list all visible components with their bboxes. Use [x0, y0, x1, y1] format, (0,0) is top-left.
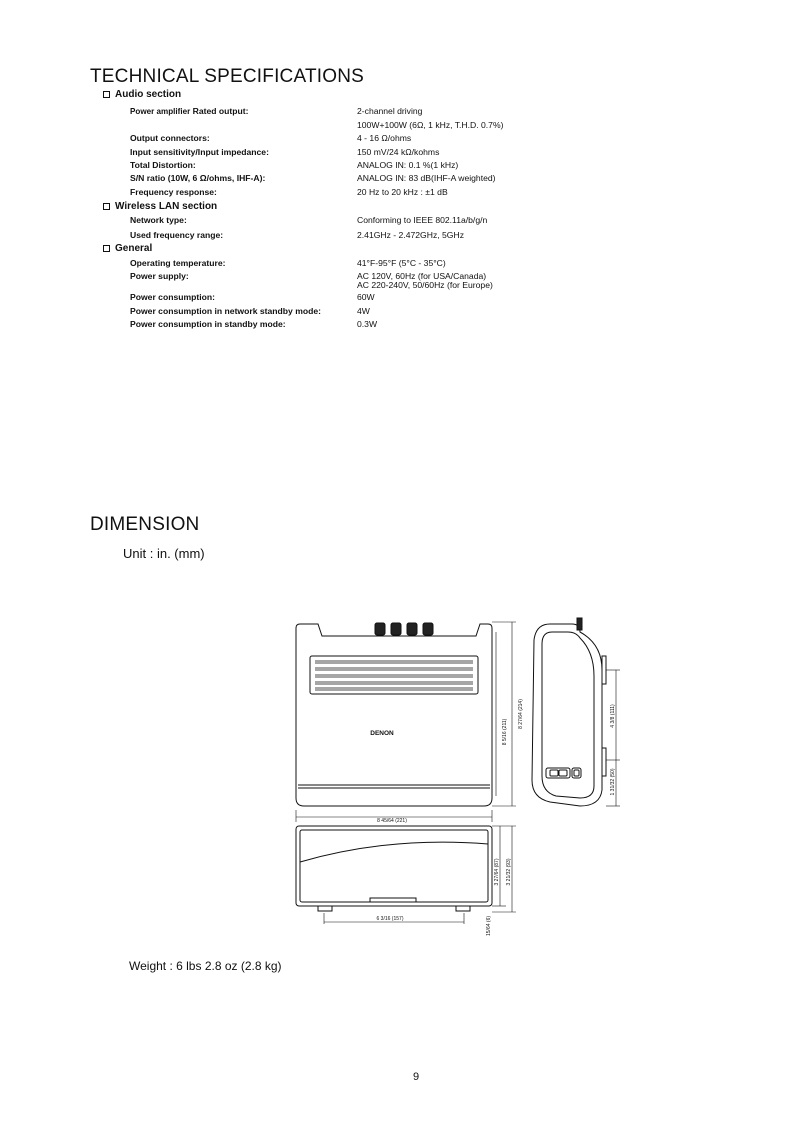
- network-type-value: Conforming to IEEE 802.11a/b/g/n: [357, 215, 488, 225]
- power-amp-sublabel: Power amplifier: [130, 107, 191, 116]
- section-audio-label: Audio section: [115, 89, 182, 100]
- output-connectors-value: 4 - 16 Ω/ohms: [357, 133, 412, 143]
- network-type-label: Network type:: [130, 215, 187, 225]
- used-frequency-label: Used frequency range:: [130, 230, 224, 240]
- rated-output-value-2: 100W+100W (6Ω, 1 kHz, T.H.D. 0.7%): [357, 120, 504, 130]
- output-connectors-label: Output connectors:: [130, 133, 210, 143]
- power-supply-value-1: AC 120V, 60Hz (for USA/Canada): [357, 271, 487, 281]
- operating-temperature-label: Operating temperature:: [130, 258, 226, 268]
- front-view: [296, 622, 516, 822]
- dimension-drawing: [280, 610, 620, 940]
- power-consumption-network-label: Power consumption in network standby mode:: [130, 306, 321, 316]
- frequency-response-label: Frequency response:: [130, 187, 217, 197]
- checkbox-bullet-icon: [103, 245, 110, 252]
- dim-side-height: 4 3/8 (111): [610, 704, 616, 728]
- side-view: [532, 618, 620, 806]
- power-supply-label: Power supply:: [130, 271, 189, 281]
- dim-foot-span: 6 3/16 (157): [376, 916, 404, 922]
- rated-output-value-1: 2-channel driving: [357, 106, 423, 116]
- frequency-response-value: 20 Hz to 20 kHz : ±1 dB: [357, 187, 448, 197]
- used-frequency-value: 2.41GHz - 2.472GHz, 5GHz: [357, 230, 464, 240]
- power-supply-value-2: AC 220-240V, 50/60Hz (for Europe): [357, 280, 493, 290]
- weight-note: Weight : 6 lbs 2.8 oz (2.8 kg): [129, 959, 282, 973]
- section-general-label: General: [115, 243, 153, 254]
- page-number: 9: [413, 1071, 420, 1083]
- power-consumption-label: Power consumption:: [130, 292, 215, 302]
- sn-ratio-label: S/N ratio (10W, 6 Ω/ohms, IHF-A):: [130, 173, 266, 183]
- dim-height-body: 8 5/16 (211): [502, 718, 508, 746]
- power-consumption-standby-label: Power consumption in standby mode:: [130, 319, 286, 329]
- total-distortion-value: ANALOG IN: 0.1 %(1 kHz): [357, 160, 459, 170]
- power-consumption-value: 60W: [357, 292, 375, 302]
- sn-ratio-value: ANALOG IN: 83 dB(IHF-A weighted): [357, 173, 496, 183]
- rated-output-label: Rated output:: [192, 106, 249, 116]
- dim-side-lower: 1 31/32 (50): [610, 768, 616, 796]
- section-wlan: [103, 201, 217, 212]
- section-general: [103, 243, 152, 254]
- dim-width: 8 45/64 (221): [377, 818, 407, 824]
- dim-height-total: 8 27/64 (214): [518, 699, 524, 729]
- unit-note: Unit : in. (mm): [123, 546, 205, 561]
- denon-logo: DENON: [370, 730, 394, 737]
- input-sensitivity-label: Input sensitivity/Input impedance:: [130, 147, 269, 157]
- dim-foot-height: 15/64 (6): [486, 915, 492, 937]
- bottom-view: [296, 826, 516, 924]
- section-wlan-label: Wireless LAN section: [115, 201, 218, 212]
- input-sensitivity-value: 150 mV/24 kΩ/kohms: [357, 147, 440, 157]
- total-distortion-label: Total Distortion:: [130, 160, 196, 170]
- dimension-title: DIMENSION: [90, 514, 200, 535]
- spec-title: TECHNICAL SPECIFICATIONS: [90, 66, 365, 87]
- power-amp-label: [130, 106, 249, 116]
- power-consumption-standby-value: 0.3W: [357, 319, 378, 329]
- checkbox-bullet-icon: [103, 203, 110, 210]
- dim-bottom-height-1: 3 27/64 (87): [494, 858, 500, 886]
- checkbox-bullet-icon: [103, 91, 110, 98]
- power-consumption-network-value: 4W: [357, 306, 370, 316]
- dim-bottom-height-2: 3 21/32 (93): [506, 858, 512, 886]
- section-audio: [103, 89, 181, 100]
- operating-temperature-value: 41°F-95°F (5°C - 35°C): [357, 258, 446, 268]
